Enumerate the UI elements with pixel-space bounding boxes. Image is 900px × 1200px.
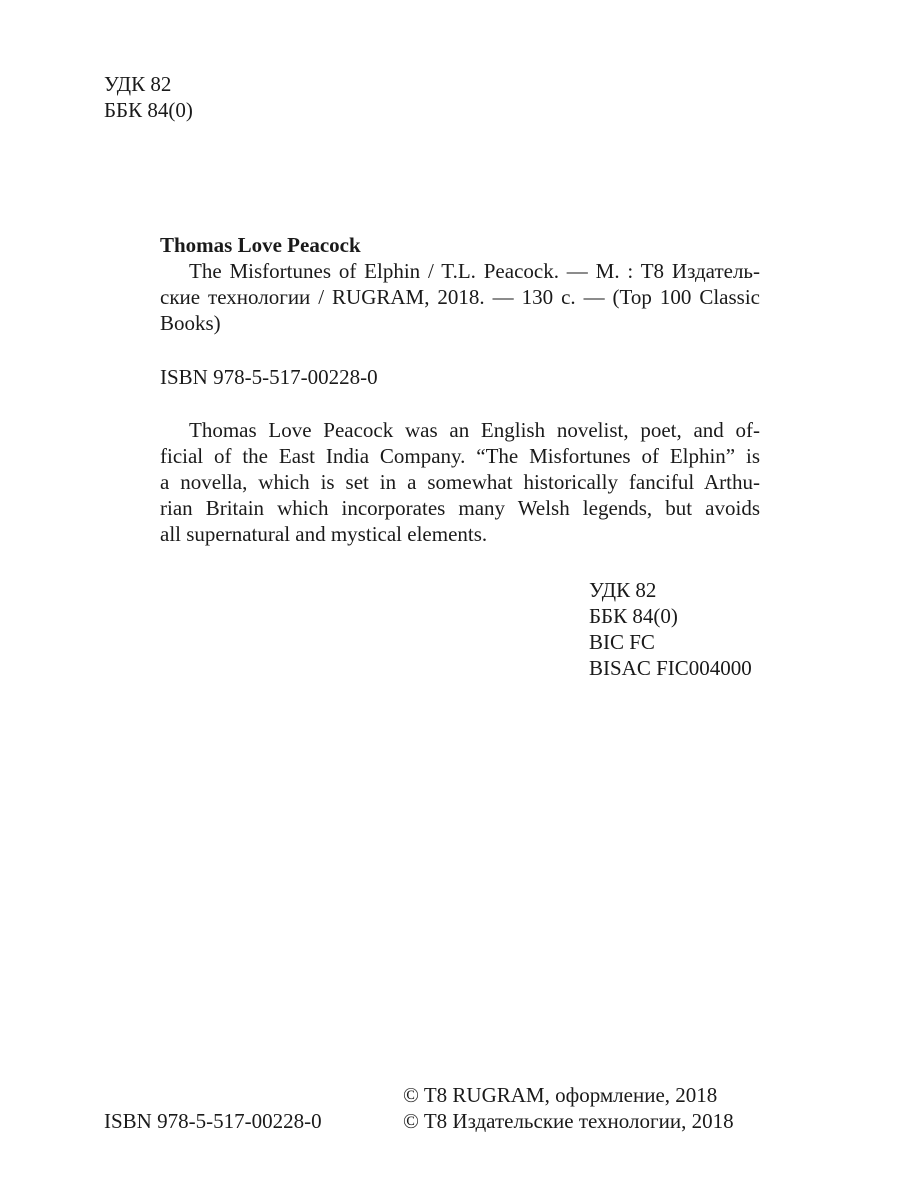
- bibliographic-description: [160, 258, 760, 336]
- annotation-line: a novella, which is set in a somewhat historically fanciful Arthu-: [160, 470, 760, 494]
- copyright-line: © T8 Издательские технологии, 2018: [403, 1109, 734, 1133]
- bottom-isbn-number: ISBN 978-5-517-00228-0: [104, 1109, 322, 1133]
- annotation-paragraph: [160, 417, 760, 547]
- top-classification-codes: [104, 71, 193, 123]
- classification-codes: [589, 577, 752, 681]
- bic-code: BIC FC: [589, 630, 655, 654]
- annotation-line: rian Britain which incorporates many Welsh legends, but avoids: [160, 496, 760, 520]
- bibliography-line: Books): [160, 311, 221, 335]
- copyright-notice: [403, 1082, 734, 1134]
- copyright-line: © T8 RUGRAM, оформление, 2018: [403, 1083, 718, 1107]
- isbn-number: ISBN 978-5-517-00228-0: [160, 365, 378, 389]
- bbk-code: ББК 84(0): [589, 604, 678, 628]
- udk-code: УДК 82: [589, 578, 657, 602]
- author-name: Thomas Love Peacock: [160, 233, 361, 257]
- bisac-code: BISAC FIC004000: [589, 656, 752, 680]
- bibliography-line: ские технологии / RUGRAM, 2018. — 130 с. — (Top 100 Classic: [160, 285, 760, 309]
- annotation-line: Thomas Love Peacock was an English novelist, poet, and of-: [189, 418, 760, 442]
- bibliography-line: The Misfortunes of Elphin / T.L. Peacock. — M. : T8 Издатель-: [189, 259, 760, 283]
- bbk-code: ББК 84(0): [104, 98, 193, 122]
- udk-code: УДК 82: [104, 72, 172, 96]
- annotation-line: all supernatural and mystical elements.: [160, 522, 488, 546]
- annotation-line: ficial of the East India Company. “The Misfortunes of Elphin” is: [160, 444, 760, 468]
